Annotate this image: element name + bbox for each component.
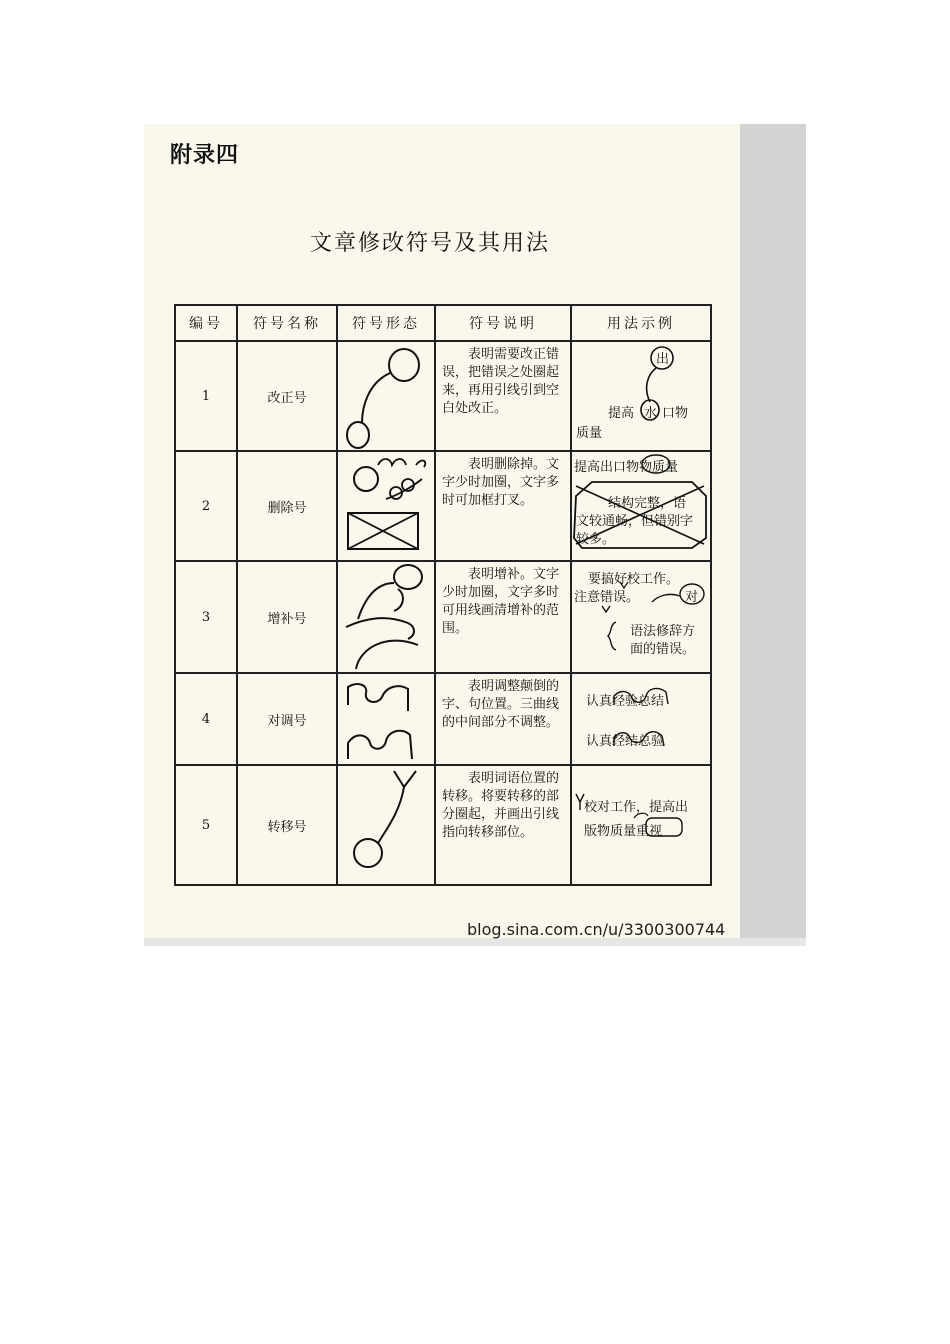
usage-example xyxy=(571,451,711,561)
example-text: 文较通畅，但错别字 xyxy=(576,514,694,529)
table-row xyxy=(175,341,711,451)
example-circled-char: 水 xyxy=(644,406,658,421)
transposition-mark-drawing xyxy=(338,675,434,763)
column-header: 符号名称 xyxy=(237,305,337,341)
appendix-label: 附录四 xyxy=(170,143,240,168)
column-header: 编号 xyxy=(175,305,237,341)
correction-mark-drawing xyxy=(338,343,434,449)
column-header: 符号说明 xyxy=(435,305,571,341)
deletion-mark-drawing xyxy=(338,453,434,559)
example-text: 结构完整，语 xyxy=(608,496,687,511)
row-number: 5 xyxy=(175,765,237,885)
example-text: 版物质量重视 xyxy=(584,824,663,839)
example-text: 认真经验总结 xyxy=(586,694,665,709)
mark-description: 表明调整颠倒的字、句位置。三曲线的中间部分不调整。 xyxy=(435,673,571,765)
mark-shape-deletion xyxy=(337,451,435,561)
usage-example xyxy=(571,561,711,673)
row-number: 1 xyxy=(175,341,237,451)
example-text: 校对工作，提高出 xyxy=(584,800,689,815)
mark-description: 表明词语位置的转移。将要转移的部分圈起，并画出引线指向转移部位。 xyxy=(435,765,571,885)
example-text: 质量 xyxy=(576,426,603,441)
mark-name: 增补号 xyxy=(237,561,337,673)
example-text: 注意错误。 xyxy=(574,590,640,605)
table-row xyxy=(175,561,711,673)
table-row xyxy=(175,451,711,561)
mark-name: 改正号 xyxy=(237,341,337,451)
example-text: 较多。 xyxy=(576,532,616,547)
usage-example xyxy=(571,765,711,885)
mark-shape-transposition xyxy=(337,673,435,765)
usage-example xyxy=(571,341,711,451)
mark-description: 表明需要改正错误，把错误之处圈起来，再用引线引到空白处改正。 xyxy=(435,341,571,451)
example-text: 认真经结总验 xyxy=(586,734,665,749)
table-header-row xyxy=(175,305,711,341)
mark-description: 表明删除掉。文字少时加圈，文字多时可加框打叉。 xyxy=(435,451,571,561)
relocation-mark-drawing xyxy=(338,767,434,883)
mark-name: 转移号 xyxy=(237,765,337,885)
page-bottom-edge xyxy=(144,938,806,946)
row-number: 4 xyxy=(175,673,237,765)
example-correction-char: 出 xyxy=(656,352,670,367)
example-text: 提高出口物物质量 xyxy=(574,460,679,475)
example-text: 口物 xyxy=(662,406,689,421)
blog-watermark: blog.sina.com.cn/u/3300300744 xyxy=(467,920,726,939)
revision-marks-table xyxy=(174,304,712,886)
example-insert-char: 对 xyxy=(685,590,699,605)
mark-shape-correction xyxy=(337,341,435,451)
example-text: 提高 xyxy=(608,406,635,421)
column-header: 用法示例 xyxy=(571,305,711,341)
column-header: 符号形态 xyxy=(337,305,435,341)
table-row xyxy=(175,673,711,765)
mark-shape-insertion xyxy=(337,561,435,673)
example-text: 要搞好校工作。 xyxy=(588,572,680,587)
example-text: 语法修辞方 xyxy=(630,624,696,639)
insertion-mark-drawing xyxy=(338,563,434,671)
mark-name: 删除号 xyxy=(237,451,337,561)
table-row xyxy=(175,765,711,885)
usage-example xyxy=(571,673,711,765)
example-text: 面的错误。 xyxy=(630,642,696,657)
mark-name: 对调号 xyxy=(237,673,337,765)
row-number: 2 xyxy=(175,451,237,561)
gray-side-strip xyxy=(740,124,806,944)
row-number: 3 xyxy=(175,561,237,673)
mark-shape-relocation xyxy=(337,765,435,885)
document-title: 文章修改符号及其用法 xyxy=(310,231,551,256)
mark-description: 表明增补。文字少时加圈，文字多时可用线画清增补的范围。 xyxy=(435,561,571,673)
